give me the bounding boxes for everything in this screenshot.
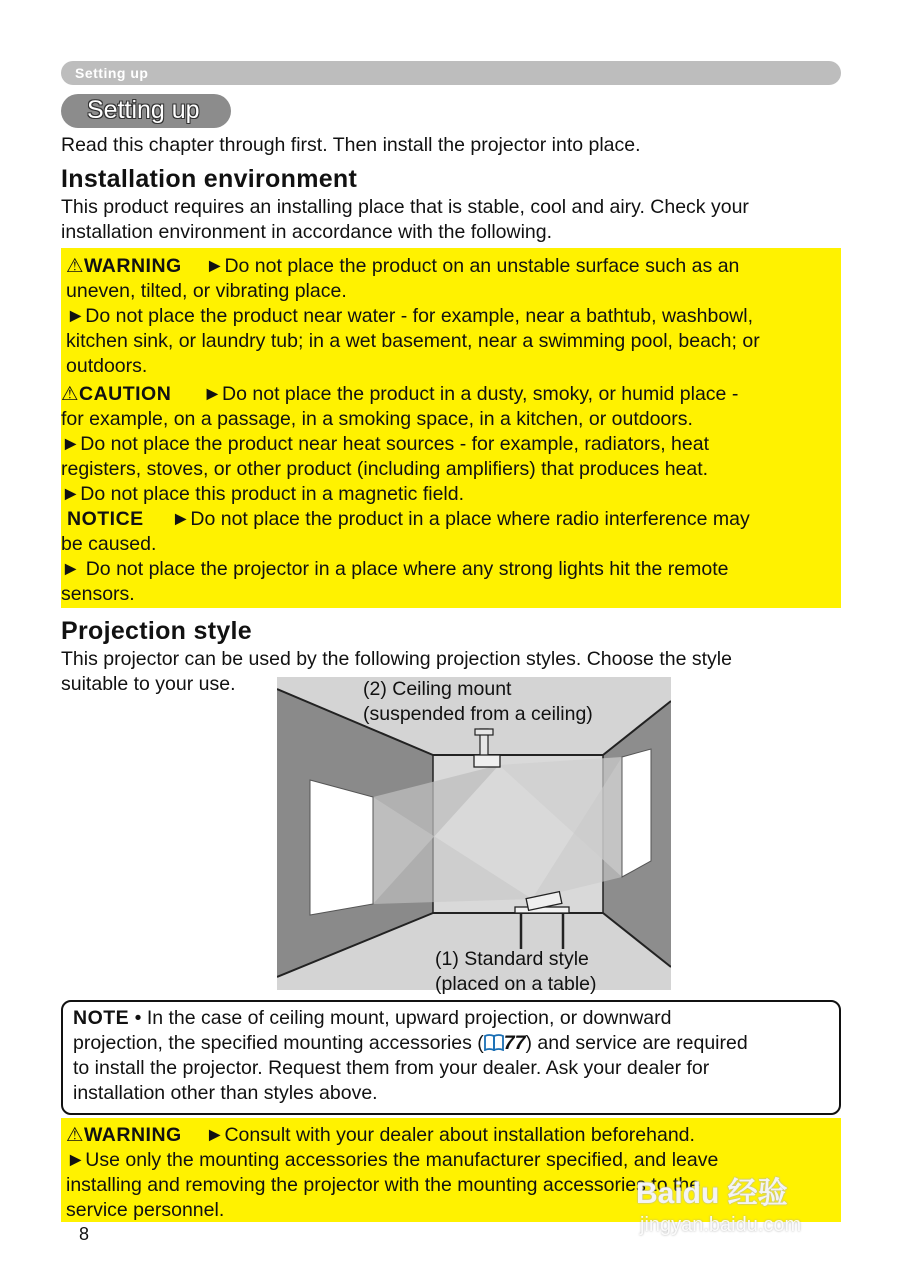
page-number: 8	[79, 1224, 90, 1244]
warning2-line-1: ►Consult with your dealer about installation beforehand.	[205, 1124, 695, 1146]
standard-style-label-2: (placed on a table)	[435, 973, 597, 995]
installation-environment-heading: Installation environment	[61, 165, 358, 193]
watermark-logo: Baidu 经验	[636, 1177, 788, 1210]
book-icon	[484, 1033, 504, 1051]
caution-line-5: ►Do not place this product in a magnetic field.	[61, 483, 465, 505]
warning-line-2: uneven, tilted, or vibrating place.	[66, 280, 347, 302]
projection-line-1: This projector can be used by the following projection styles. Choose the style	[61, 648, 732, 670]
note-line-4: installation other than styles above.	[73, 1082, 378, 1104]
caution-line-2: for example, on a passage, in a smoking space, in a kitchen, or outdoors.	[61, 408, 693, 430]
installation-note-box	[61, 1000, 841, 1115]
caution-line-4: registers, stoves, or other product (including amplifiers) that produces heat.	[61, 458, 709, 480]
warning2-line-2: ►Use only the mounting accessories the manufacturer specified, and leave	[66, 1149, 719, 1171]
note-label: NOTE	[73, 1007, 130, 1029]
warning2-line-3: installing and removing the projector with the mounting accessories to the	[66, 1174, 701, 1196]
notice-line-2: be caused.	[61, 533, 157, 555]
intro-text: Read this chapter through first. Then install the projector into place.	[61, 134, 641, 156]
running-header-title: Setting up	[75, 65, 149, 81]
warning-label: ⚠WARNING	[66, 255, 182, 277]
running-header-bar	[61, 61, 841, 85]
ceiling-mount-label-2: (suspended from a ceiling)	[363, 703, 593, 725]
installation-warnings-box	[61, 248, 841, 608]
warning-line-3: ►Do not place the product near water - for example, near a bathtub, washbowl,	[66, 305, 754, 327]
projection-style-heading: Projection style	[61, 617, 252, 645]
note-line-1: • In the case of ceiling mount, upward projection, or downward	[129, 1007, 672, 1029]
notice-label: NOTICE	[67, 508, 144, 530]
install-env-line-1: This product requires an installing place that is stable, cool and airy. Check your	[61, 196, 749, 218]
note-page-reference[interactable]: 77	[503, 1032, 526, 1054]
warning-line-5: outdoors.	[66, 355, 148, 377]
warning2-line-4: service personnel.	[66, 1199, 225, 1221]
chapter-title-pill	[61, 94, 231, 128]
install-env-line-2: installation environment in accordance with the following.	[61, 221, 553, 243]
watermark-url: jingyan.baidu.com	[640, 1214, 802, 1236]
notice-line-3: ► Do not place the projector in a place where any strong lights hit the remote	[61, 558, 729, 580]
warning2-label: ⚠WARNING	[66, 1124, 182, 1146]
note-line-2a: projection, the specified mounting accessories (	[73, 1032, 484, 1054]
caution-line-1: ►Do not place the product in a dusty, smoky, or humid place -	[202, 383, 739, 405]
note-line-3: to install the projector. Request them from your dealer. Ask your dealer for	[73, 1057, 710, 1079]
warning-line-4: kitchen sink, or laundry tub; in a wet basement, near a swimming pool, beach; or	[66, 330, 760, 352]
projection-line-2: suitable to your use.	[61, 673, 236, 695]
note-line-2b: ) and service are required	[525, 1032, 748, 1054]
standard-style-label-1: (1) Standard style	[435, 948, 589, 970]
notice-line-1: ►Do not place the product in a place where radio interference may	[171, 508, 750, 530]
caution-line-3: ►Do not place the product near heat sources - for example, radiators, heat	[61, 433, 709, 455]
caution-label: ⚠CAUTION	[61, 383, 172, 405]
ceiling-mount-label-1: (2) Ceiling mount	[363, 678, 512, 700]
warning-line-1: ►Do not place the product on an unstable surface such as an	[205, 255, 740, 277]
notice-line-4: sensors.	[61, 583, 135, 605]
projection-style-figure	[277, 677, 671, 995]
chapter-title: Setting up	[87, 96, 200, 124]
